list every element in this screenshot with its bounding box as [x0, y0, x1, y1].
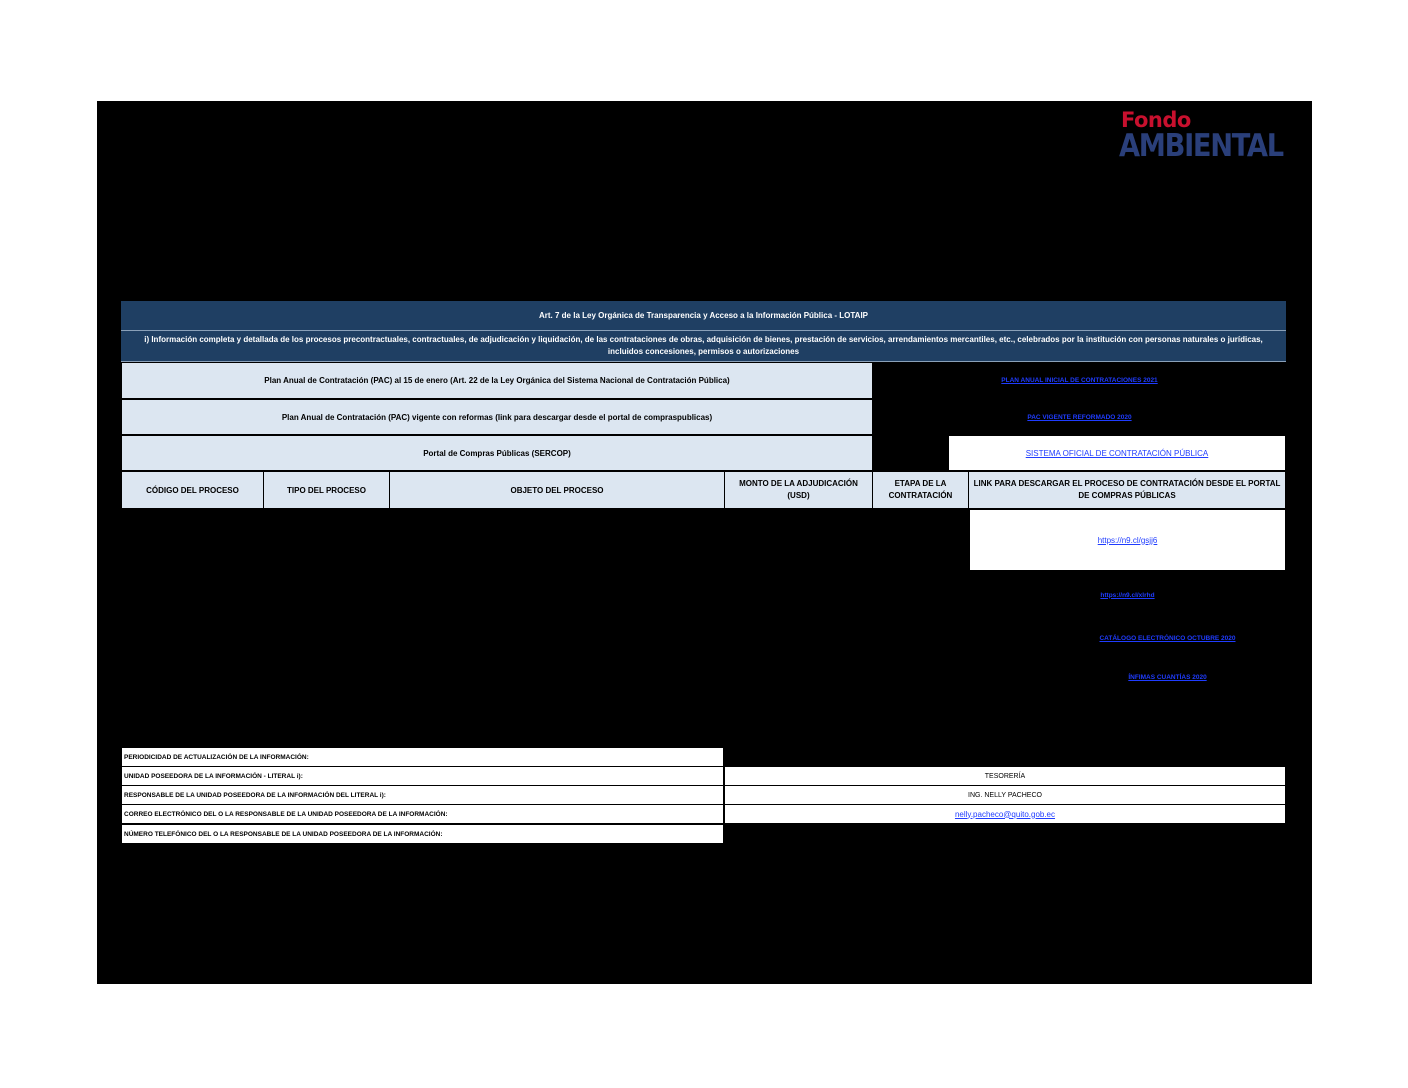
fondo-ambiental-logo	[1119, 108, 1309, 168]
extra-link-3-cell	[1060, 669, 1275, 685]
footer-value-telefono	[724, 824, 1286, 844]
extra-link-1-cell	[1020, 587, 1235, 603]
footer-label-unidad	[121, 766, 724, 786]
col-header-etapa	[872, 471, 969, 509]
pac-current-link-cell	[873, 399, 1286, 435]
sercop-label-text: Portal de Compras Públicas (SERCOP)	[423, 448, 571, 458]
table-row-link-cell	[969, 509, 1286, 571]
logo-line1: Fondo	[1121, 108, 1191, 132]
sercop-label	[121, 435, 873, 471]
col-header-link-text: LINK PARA DESCARGAR EL PROCESO DE CONTRATACIÓN DESDE EL PORTAL DE COMPRAS PÚBLICAS	[973, 479, 1281, 500]
catalogo-electronico-link[interactable]: CATÁLOGO ELECTRÓNICO OCTUBRE 2020	[1099, 634, 1236, 642]
col-header-objeto-text: OBJETO DEL PROCESO	[510, 485, 604, 495]
footer-value-responsable-text: ING. NELLY PACHECO	[968, 791, 1042, 799]
footer-value-correo	[724, 804, 1286, 824]
extra-link-2-cell	[1040, 630, 1295, 646]
footer-label-telefono	[121, 824, 724, 844]
footer-label-periodicidad	[121, 747, 724, 767]
lotaip-title-banner	[121, 301, 1286, 331]
sercop-link-cell	[948, 435, 1286, 471]
pac-initial-link[interactable]: PLAN ANUAL INICIAL DE CONTRATACIONES 2021	[1001, 377, 1158, 384]
literal-i-description: i) Información completa y detallada de los procesos precontractuales, contractuales, de adjudicación y liquidación, de las contrataciones de obras, adquisición de bienes, prestación de servicios, arrendamientos mercantiles, etc., celebrados por la institución con personas naturales o jurídicas, incluidos concesiones, permisos o autorizaciones	[144, 335, 1263, 356]
footer-label-correo-text: CORREO ELECTRÓNICO DEL O LA RESPONSABLE DE LA UNIDAD POSEEDORA DE LA INFORMACIÓN:	[124, 810, 448, 818]
sercop-link[interactable]: SISTEMA OFICIAL DE CONTRATACIÓN PÚBLICA	[1025, 448, 1209, 458]
pac-current-label-text: Plan Anual de Contratación (PAC) vigente con reformas (link para descargar desde el portal de compraspublicas)	[281, 412, 713, 422]
col-header-monto	[724, 471, 873, 509]
footer-label-responsable-text: RESPONSABLE DE LA UNIDAD POSEEDORA DE LA INFORMACIÓN DEL LITERAL i):	[124, 791, 386, 799]
col-header-monto-text: MONTO DE LA ADJUDICACIÓN (USD)	[739, 479, 858, 500]
footer-label-telefono-text: NÚMERO TELEFÓNICO DEL O LA RESPONSABLE DE LA UNIDAD POSEEDORA DE LA INFORMACIÓN:	[124, 830, 443, 838]
pac-current-label	[121, 399, 873, 435]
pac-initial-link-cell	[873, 362, 1286, 399]
responsable-email-link[interactable]: nelly.pacheco@quito.gob.ec	[954, 809, 1056, 819]
lotaip-title: Art. 7 de la Ley Orgánica de Transparencia y Acceso a la Información Pública - LOTAIP	[539, 311, 868, 320]
literal-i-description-banner	[121, 331, 1286, 362]
footer-label-unidad-text: UNIDAD POSEEDORA DE LA INFORMACIÓN - LITERAL i):	[124, 772, 303, 780]
pac-initial-label-text: Plan Anual de Contratación (PAC) al 15 de enero (Art. 22 de la Ley Orgánica del Sistema Nacional de Contratación Pública)	[264, 376, 730, 385]
footer-label-correo	[121, 804, 724, 824]
col-header-codigo	[121, 471, 264, 509]
infimas-cuantias-link[interactable]: ÍNFIMAS CUANTÍAS 2020	[1128, 673, 1207, 681]
pac-current-link[interactable]: PAC VIGENTE REFORMADO 2020	[1027, 413, 1132, 421]
footer-value-responsable	[724, 785, 1286, 805]
footer-value-periodicidad	[724, 747, 1286, 767]
col-header-link	[968, 471, 1286, 509]
extra-link-1[interactable]: https://n9.cl/xlrhd	[1100, 591, 1155, 599]
col-header-objeto	[389, 471, 725, 509]
logo-line2: AMBIENTAL	[1119, 128, 1283, 164]
col-header-tipo-text: TIPO DEL PROCESO	[287, 485, 366, 495]
col-header-codigo-text: CÓDIGO DEL PROCESO	[146, 485, 239, 495]
col-header-tipo	[263, 471, 390, 509]
footer-label-responsable	[121, 785, 724, 805]
pac-initial-label	[121, 362, 873, 399]
footer-label-periodicidad-text: PERIODICIDAD DE ACTUALIZACIÓN DE LA INFORMACIÓN:	[124, 753, 309, 761]
col-header-etapa-text: ETAPA DE LA CONTRATACIÓN	[888, 479, 953, 500]
footer-value-unidad-text: TESORERÍA	[984, 772, 1026, 780]
footer-value-unidad	[724, 766, 1286, 786]
process-link[interactable]: https://n9.cl/gsjj6	[1097, 535, 1158, 545]
